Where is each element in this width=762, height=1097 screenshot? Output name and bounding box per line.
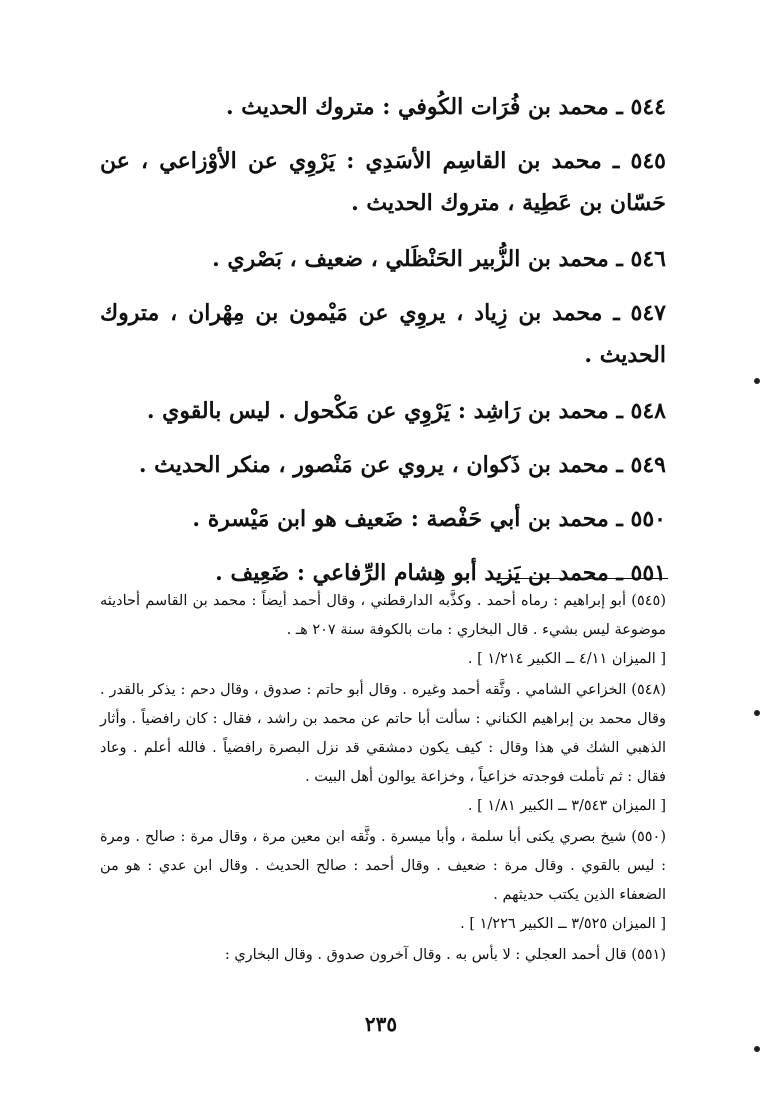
entries-list: [100, 80, 666, 600]
footnote-text: (٥٤٥) أبو إبراهيم : رماه أحمد . وكذَّبه الدارقطني ، وقال أحمد أيضاً : محمد بن القاسم أحاديثه موضوعة ليس بشيء . قال البخاري : مات بالكوفة سنة ٢٠٧ هـ .: [100, 593, 666, 638]
entry-549: ٥٤٩ ـ محمد بن ذَكوان ، يروي عن مَنْصور ، منكر الحديث .: [138, 452, 666, 478]
entry-551: ٥٥١ ـ محمد بن يَزيد أبو هِشام الرِّفاعي : ضَعِيف .: [215, 560, 666, 586]
footnote-text: (٥٥١) قال أحمد العجلي : لا بأس به . وقال آخرون صدوق . وقال البخاري :: [224, 947, 666, 963]
entry-550: ٥٥٠ ـ محمد بن أبي حَفْصة : ضَعيف هو ابن مَيْسرة .: [192, 506, 666, 532]
scan-mark: [754, 1046, 760, 1052]
footnote-text: (٥٤٨) الخزاعي الشامي . وثَّقه أحمد وغيره . وقال أبو حاتم : صدوق ، وقال دحم : يذكر بالقدر . وقال محمد بن إبراهيم الكناني : سألت أبا حاتم عن محمد بن راشد ، فقال : كان رافضياً . وأثار الذهبي الشك في هذا وقال : كيف يكون دمشقي قد نزل البصرة رافضياً . فالله أعلم . وعاد فقال : ثم تأملت فوجدته خزاعياً ، وخزاعة يوالون أهل البيت .: [100, 682, 666, 785]
footnote-551: [100, 941, 666, 970]
entry-544: ٥٤٤ ـ محمد بن فُرَات الكُوفي : متروك الحديث .: [225, 94, 666, 120]
footnote-reference: [ الميزان ٤/١١ ــ الكبير ١/٢١٤ ] .: [467, 651, 666, 667]
footnote-reference: [ الميزان ٣/٥٢٥ ــ الكبير ١/٢٢٦ ] .: [460, 916, 666, 932]
entry-546: ٥٤٦ ـ محمد بن الزُّبير الحَنْظَلي ، ضعيف ، بَصْري .: [212, 246, 666, 272]
footnote-545: [100, 587, 666, 674]
entry-548: ٥٤٨ ـ محمد بن رَاشِد : يَرْوِي عن مَكْحول . ليس بالقوي .: [146, 398, 666, 424]
footnote-550: [100, 823, 666, 939]
entry-545: ٥٤٥ ـ محمد بن القاسِم الأسَدِي : يَرْوِي عن الأوْزاعي ، عن حَسّان بن عَطِية ، متروك الحديث .: [100, 148, 666, 216]
footnote-separator: [500, 578, 668, 579]
entry-547: ٥٤٧ ـ محمد بن زِياد ، يروِي عن مَيْمون بن مِهْران ، متروك الحديث .: [100, 300, 666, 368]
page-number: ٢٣٥: [364, 1012, 398, 1036]
scan-mark: [754, 710, 760, 716]
footnotes: [100, 587, 666, 972]
footnote-text: (٥٥٠) شيخ بصري يكنى أبا سلمة ، وأبا ميسرة . وثَّقه ابن معين مرة ، وقال مرة : صالح . ومرة : ليس بالقوي . وقال مرة : ضعيف . وقال أحمد : صالح الحديث . وقال ابن عدي : هو من الضعفاء الذين يكتب حديثهم .: [100, 829, 666, 903]
scan-mark: [754, 378, 760, 384]
footnote-548: [100, 676, 666, 821]
footnote-reference: [ الميزان ٣/٥٤٣ ــ الكبير ١/٨١ ] .: [467, 798, 666, 814]
